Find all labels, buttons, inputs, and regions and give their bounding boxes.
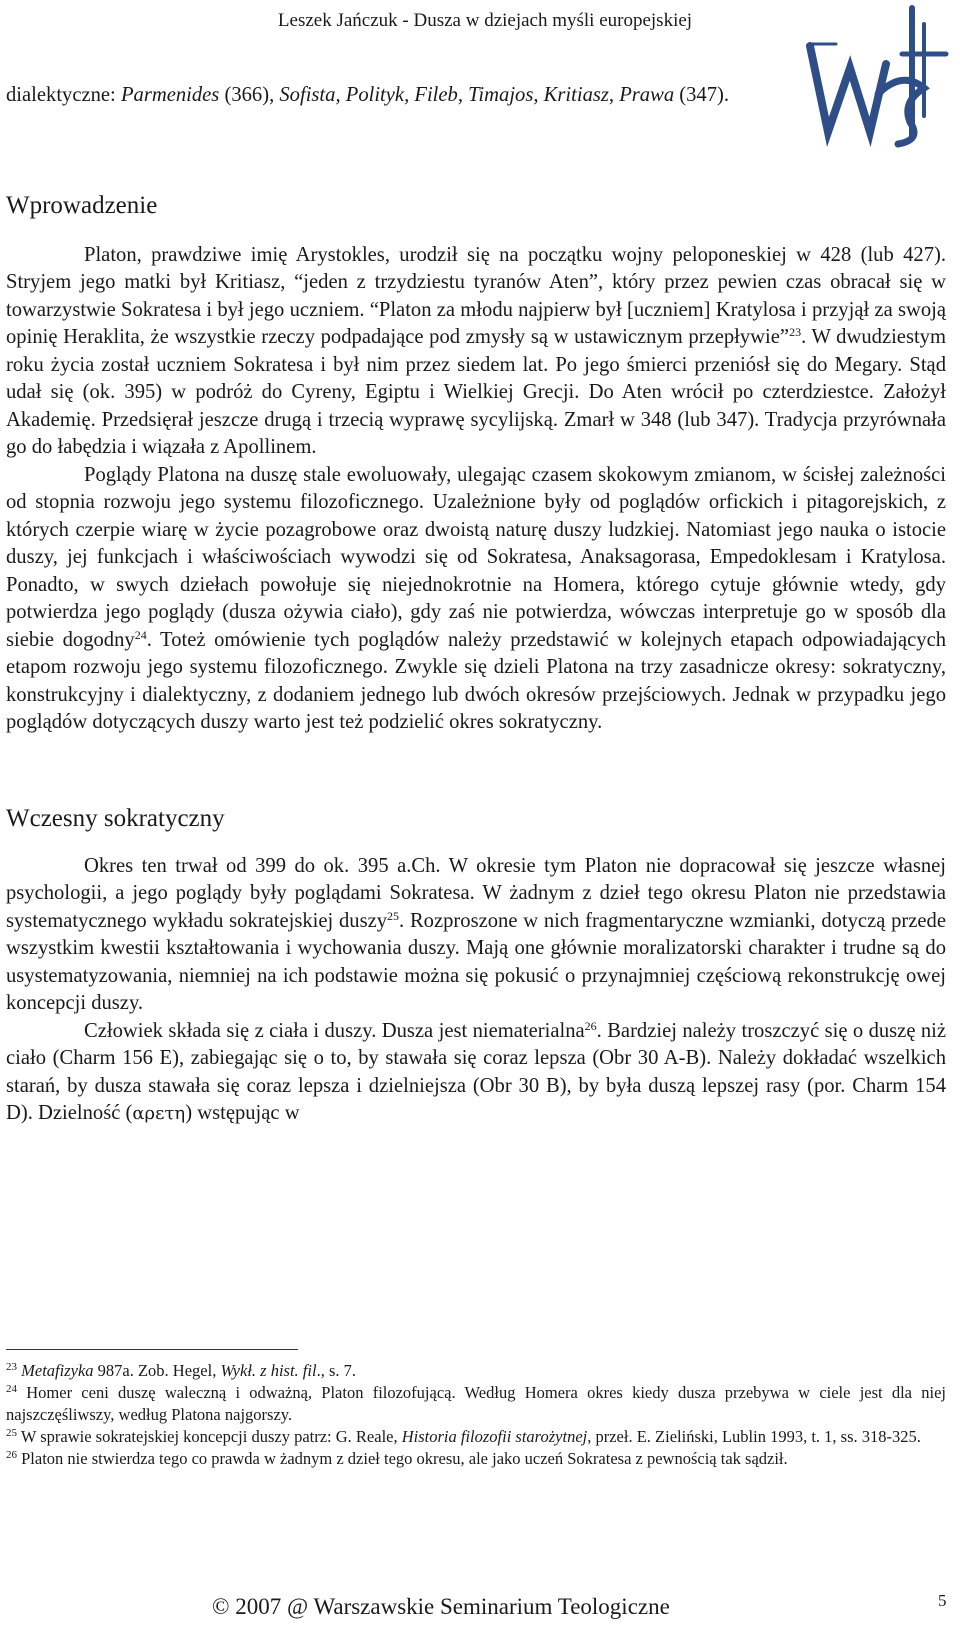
footnote-number: 24 (6, 1383, 17, 1395)
footnote-text: Historia filozofii starożytnej (401, 1427, 588, 1446)
footnote-separator (6, 1349, 298, 1350)
footnote-ref[interactable]: 26 (584, 1018, 597, 1033)
footnote-ref[interactable]: 23 (789, 325, 802, 339)
footnote-text: , przeł. E. Zieliński, Lublin 1993, t. 1, ss. 318-325. (587, 1427, 921, 1446)
main-content (6, 82, 946, 1128)
body-paragraph: Człowiek składa się z ciała i duszy. Dusza jest niematerialna$^{26}$. Bardziej należy troszczyć się o duszę niż ciało (Charm 156 E), zabiegając się o to, by stawała się coraz lepsza (Obr 30 A-B). Należy dokładać wszelkich starań, by dusza stawała się coraz lepsza i dzielniejsza (Obr 30 B), by była duszą lepszej rasy (por. Charm 154 D). Dzielność (αρετη) wstępując w (6, 1018, 947, 1124)
section-heading-introduction: Wprowadzenie (6, 191, 158, 219)
footnote-number: 25 (6, 1427, 17, 1439)
page-footer (0, 1591, 960, 1628)
page-number: 5 (938, 1591, 947, 1610)
footnote-text: Metafizyka (21, 1361, 94, 1380)
footnote (6, 1382, 946, 1426)
body-paragraph: Platon, prawdziwe imię Arystokles, urodził się na początku wojny peloponeskiej w 428 (lub 427). Stryjem jego matki był Kritiasz, “jeden z trzydziestu tyranów Aten”, który przez pewien czas obracał się w towarzystwie Sokratesa i był jego uczniem. “Platon za młodu najpierw był [uczniem] Kratylosa i przyjął za swoją opinię Heraklita, że wszystkie rzeczy podpadające pod zmysły są w ustawicznym przepływie”$^{23}$. W dwudziestym roku życia został uczniem Sokratesa i był nim przez siedem lat. Po jego śmierci przeniósł się do Megary. Stąd udał się (ok. 395) w podróż do Cyreny, Egiptu i Wielkiej Grecji. Do Aten wrócił po czterdziestce. Założył Akademię. Przedsięrał jeszcze drugą i trzecią wyprawę sycylijską. Zmarł w 348 (lub 347). Tradycja przyrównała go do łabędzia i wiązała z Apollinem. (6, 243, 946, 458)
footnotes (6, 1349, 946, 1470)
footnote-text: Platon nie stwierdza tego co prawda w żadnym z dzieł tego okresu, ale jako uczeń Sokratesa z pewnością tak sądził. (21, 1449, 788, 1468)
footnote (6, 1426, 946, 1448)
footnote-text: 987a. Zob. Hegel, (93, 1361, 221, 1380)
footnote-number: 23 (6, 1361, 17, 1373)
body-paragraph: Okres ten trwał od 399 do ok. 395 a.Ch. W okresie tym Platon nie dopracował się jeszcze własnej psychologii, a jego poglądy były poglądami Sokratesa. W żadnym z dzieł tego okresu Platon nie przedstawia systematycznego wykładu sokratejskiej duszy$^{25}$. Rozproszone w nich fragmentaryczne wzmianki, dotyczą przede wszystkim kwestii kształtowania i wychowania duszy. Mają one głównie moralizatorski charakter i trudne są do usystematyzowania, niemniej na ich podstawie można się pokusić o przynajmniej częściową rekonstrukcję owej koncepcji duszy. (6, 854, 946, 1014)
footnote-ref[interactable]: 25 (387, 908, 400, 923)
footnote-text: ., s. 7. (316, 1361, 356, 1380)
section-heading-early-socratic: Wczesny sokratyczny (6, 804, 225, 832)
footnote-ref[interactable]: 24 (134, 627, 147, 642)
greek-word: αρετη (132, 1103, 186, 1124)
footnote-number: 26 (6, 1449, 17, 1461)
running-header: Leszek Jańczuk - Dusza w dziejach myśli europejskiej (277, 10, 693, 31)
footnote (6, 1360, 946, 1382)
footnote-text: Wykł. z hist. fil (220, 1361, 317, 1380)
footnote-text: Homer ceni duszę waleczną i odważną, Platon filozofującą. Według Homera okres kiedy dusza przebywa w ciele jest dla niej najszczęśliwszy, według Platona najgorszy. (6, 1383, 946, 1424)
footnote-text: W sprawie sokratejskiej koncepcji duszy patrz: G. Reale, (20, 1427, 402, 1446)
intro-paragraph: dialektyczne: Parmenides (366), Sofista, Polityk, Fileb, Timajos, Kritiasz, Prawa (347). (6, 84, 730, 106)
footer-copyright: © 2007 @ Warszawskie Seminarium Teologiczne (212, 1594, 670, 1619)
body-paragraph: Poglądy Platona na duszę stale ewoluowały, ulegając czasem skokowym zmianom, w ścisłej zależności od stopnia rozwoju jego systemu filozoficznego. Uzależnione były od poglądów orfickich i pitagorejskich, z których czerpie wiarę w życie pozagrobowe oraz dwoistą naturę duszy ludzkiej. Natomiast jego nauka o istocie duszy, jej funkcjach i właściwościach wywodzi się od Sokratesa, Anaksagorasa, Empedoklesam i Kratylosa. Ponadto, w swych dziełach powołuje się niejednokrotnie na Homera, którego cytuje głównie wtedy, gdy potwierdza jego poglądy (dusza ożywia ciało), gdy zaś nie potwierdza, wówczas interpretuje go w sposób dla siebie dogodny$^{24}$. Toteż omówienie tych poglądów należy przedstawić w kolejnych etapach odpowiadających etapom rozwoju jego systemu filozoficznego. Zwykle się dzieli Platona na trzy zasadnicze okresy: sokratyczny, konstrukcyjny i dialektyczny, z dodaniem jednego lub dwóch okresów przejściowych. Jednak w przypadku jego poglądów dotyczących duszy warto jest też podzielić okres sokratyczny. (6, 463, 947, 733)
footnote (6, 1448, 946, 1470)
